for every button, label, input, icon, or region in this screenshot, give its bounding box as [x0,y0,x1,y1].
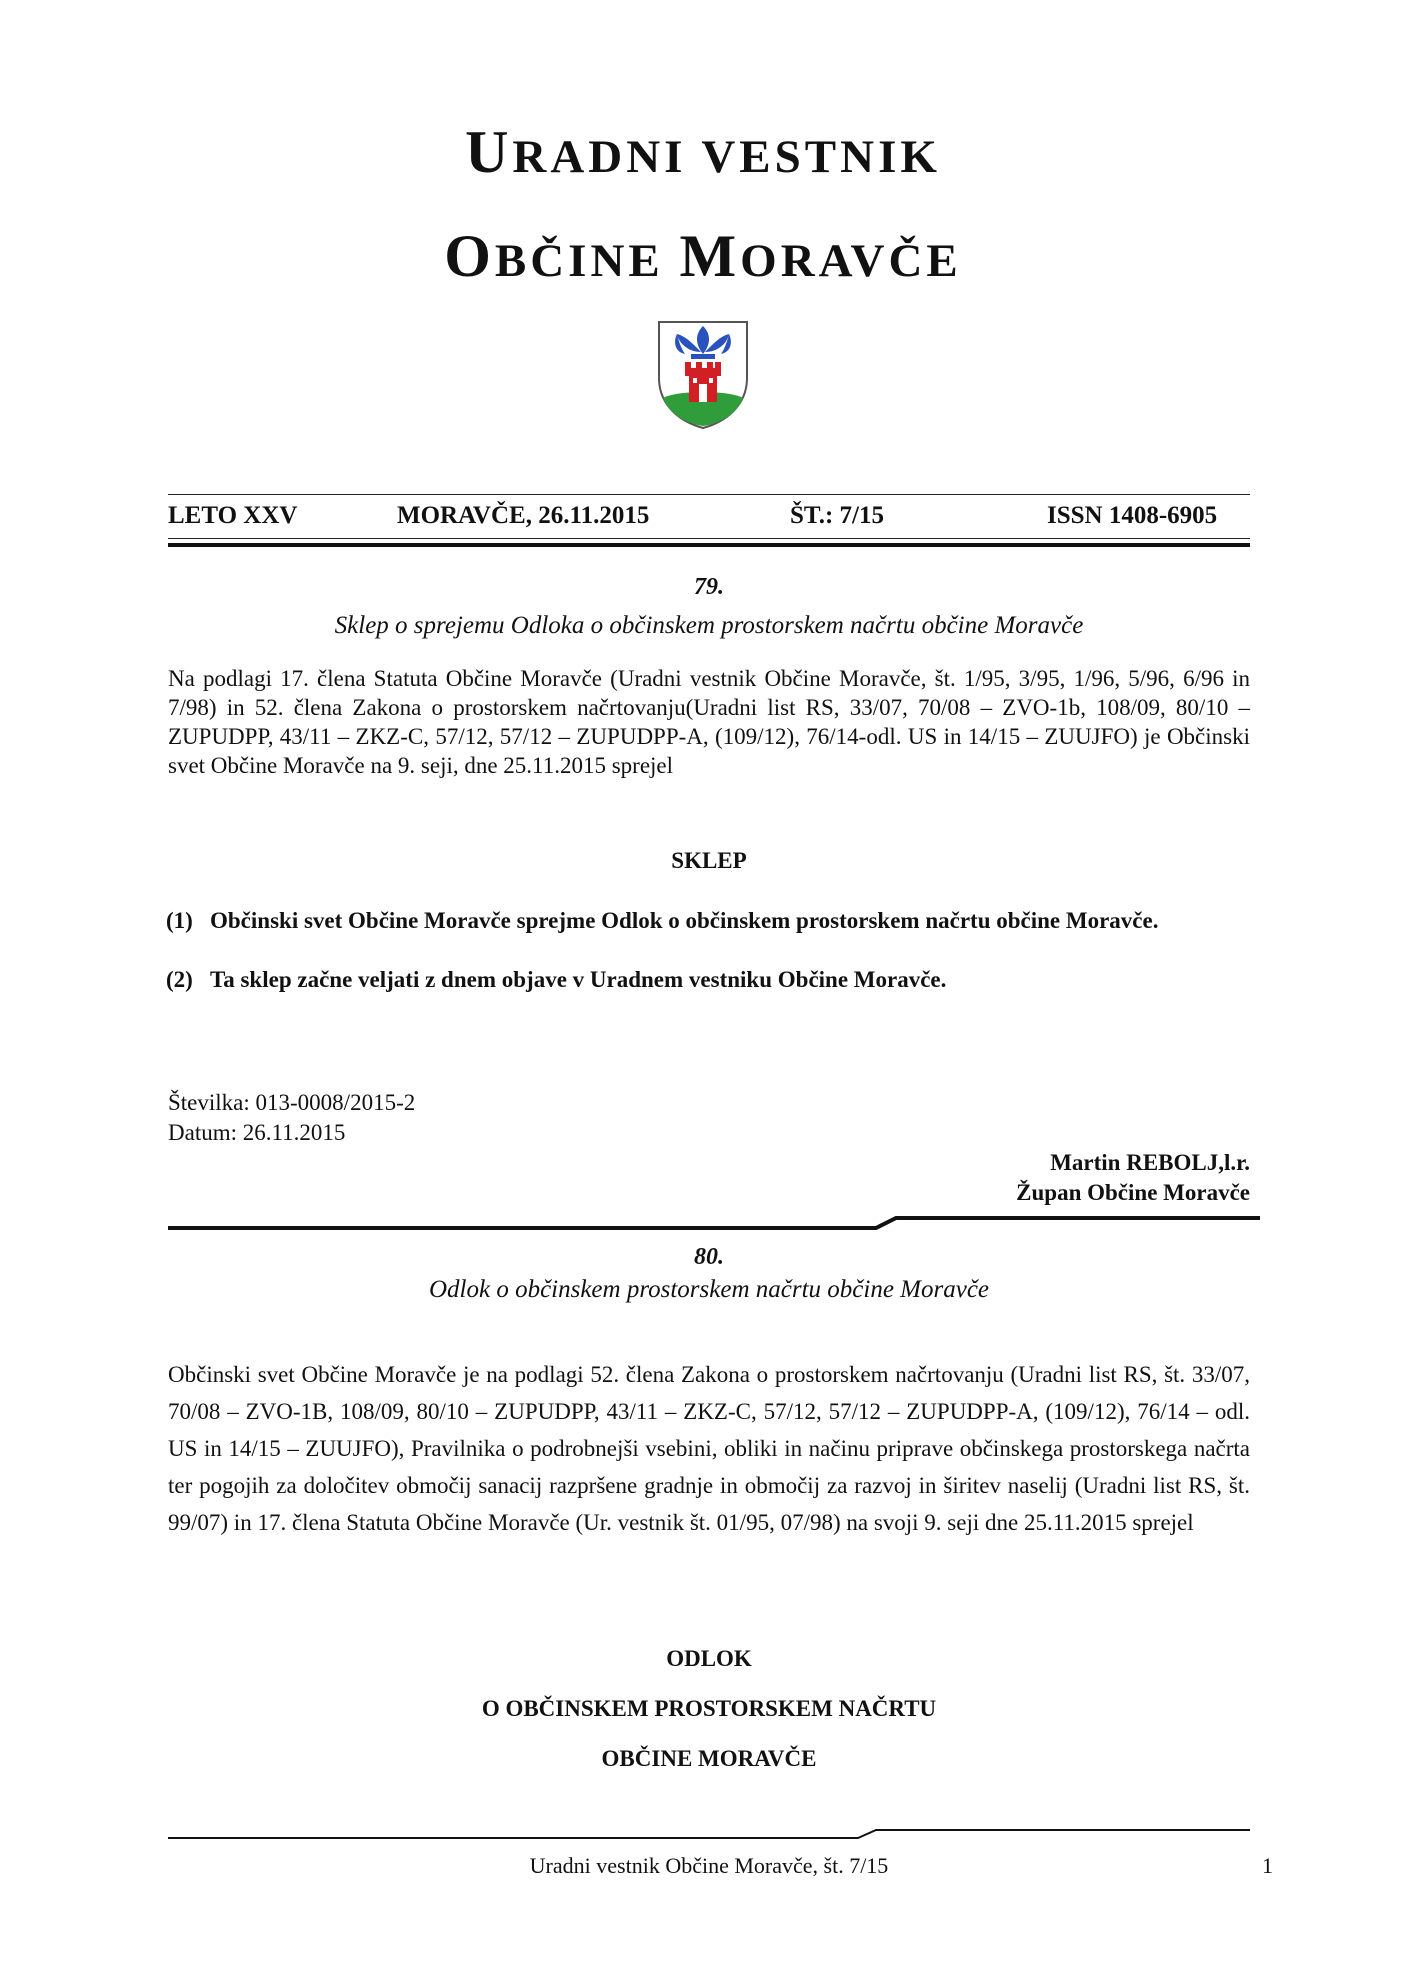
issue-number: ŠT.: 7/15 [790,502,884,529]
masthead-text: BČINE [494,235,680,287]
header-rule-mid [168,538,1250,539]
act-preamble: Občinski svet Občine Moravče je na podlagi 52. člena Zakona o prostorskem načrtovanju (Uradni list RS, št. 33/07, 70/08 – ZVO-1B, 108/09, 80/10 – ZUPUDPP, 43/11 – ZKZ-C, 57/12, 57/12 – ZUPUDPP-A, (109/12), 76/14 – odl. US in 14/15 – ZUUJFO), Pravilnika o podrobnejši vsebini, obliki in načinu priprave občinskega prostorskega načrta ter pogojih za določitev območij sanacij razpršene gradnje in območij za razvoj in širitev naselij (Uradni list RS, št. 99/07) in 17. člena Statuta Občine Moravče (Ur. vestnik št. 01/95, 07/98) na svoji 9. seji dne 25.11.2015 sprejel [168,1362,1250,1535]
header-rule-bottom [168,543,1250,547]
document-date: Datum: 26.11.2015 [168,1120,346,1145]
section-heading: O OBČINSKEM PROSTORSKEM NAČRTU [481,1696,937,1721]
act-title: Sklep o sprejemu Odloka o občinskem prostorskem načrtu občine Moravče [334,612,1084,639]
page-number: 1 [1262,1853,1273,1878]
section-heading: SKLEP [671,848,747,873]
act-number: 80. [694,1244,724,1270]
act-title: Odlok o občinskem prostorskem načrtu občine Moravče [428,1276,990,1303]
masthead-title-line2 [0,222,1406,291]
issue-year: LETO XXV [168,502,298,529]
list-item [166,906,1250,935]
masthead-text: RADNI VESTNIK [512,131,941,183]
list-item-text: Občinski svet Občine Moravče sprejme Odlok o občinskem prostorskem načrtu občine Moravče. [210,908,1159,933]
coat-of-arms-icon [655,318,751,430]
list-item-number: (1) [166,908,193,933]
masthead-initial: U [465,119,513,185]
signer-name: Martin REBOLJ,l.r. [1050,1150,1250,1175]
masthead-text: ORAVČE [740,235,962,287]
document-number: Številka: 013-0008/2015-2 [168,1090,416,1115]
issue-place-date: MORAVČE, 26.11.2015 [397,502,650,529]
footer-text: Uradni vestnik Občine Moravče, št. 7/15 [529,1853,889,1878]
footer-separator [168,1826,1250,1842]
header-rule-top [168,494,1250,495]
masthead-title-line1 [0,118,1406,187]
masthead-initial: O [444,223,495,289]
section-heading: ODLOK [666,1646,752,1671]
list-item-text: Ta sklep začne veljati z dnem objave v Uradnem vestniku Občine Moravče. [210,967,947,992]
act-preamble: Na podlagi 17. člena Statuta Občine Moravče (Uradni vestnik Občine Moravče, št. 1/95, 3/95, 1/96, 5/96, 6/96 in 7/98) in 52. člena Zakona o prostorskem načrtovanju(Uradni list RS, 33/07, 70/08 – ZVO-1b, 108/09, 80/10 – ZUPUDPP, 43/11 – ZKZ-C, 57/12, 57/12 – ZUPUDPP-A, (109/12), 76/14-odl. US in 14/15 – ZUUJFO) je Občinski svet Občine Moravče na 9. seji, dne 25.11.2015 sprejel [168,666,1250,778]
act-number: 79. [694,574,724,600]
list-item [166,965,1250,994]
signer-title: Župan Občine Moravče [1016,1180,1250,1205]
masthead-initial: M [679,223,741,289]
issn: ISSN 1408-6905 [1047,502,1218,529]
list-item-number: (2) [166,967,193,992]
section-separator [168,1212,1260,1232]
section-heading: OBČINE MORAVČE [601,1746,817,1771]
